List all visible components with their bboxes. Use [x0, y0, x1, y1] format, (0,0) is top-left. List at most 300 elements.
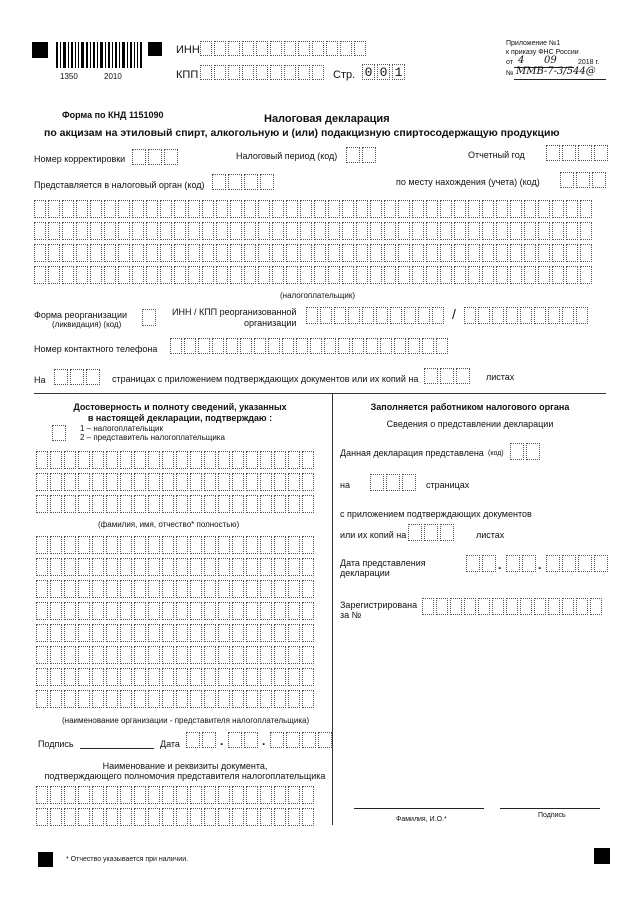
input-cell[interactable]: [190, 473, 202, 491]
taxpayer-name-row[interactable]: [34, 244, 594, 262]
input-cell[interactable]: [176, 602, 188, 620]
kpp-cells[interactable]: [200, 65, 326, 80]
input-cell[interactable]: [274, 473, 286, 491]
input-cell[interactable]: [260, 646, 272, 664]
input-cell[interactable]: [120, 558, 132, 576]
input-cell[interactable]: [160, 266, 172, 284]
input-cell[interactable]: [218, 668, 230, 686]
input-cell[interactable]: [134, 580, 146, 598]
input-cell[interactable]: [552, 244, 564, 262]
input-cell[interactable]: [524, 200, 536, 218]
input-cell[interactable]: [274, 646, 286, 664]
input-cell[interactable]: [510, 266, 522, 284]
input-cell[interactable]: [580, 200, 592, 218]
input-cell[interactable]: [134, 495, 146, 513]
input-cell[interactable]: [260, 602, 272, 620]
input-cell[interactable]: [120, 495, 132, 513]
input-cell[interactable]: [134, 690, 146, 708]
input-cell[interactable]: [218, 646, 230, 664]
input-cell[interactable]: [148, 602, 160, 620]
input-cell[interactable]: [78, 808, 90, 826]
input-cell[interactable]: [188, 222, 200, 240]
input-cell[interactable]: [288, 624, 300, 642]
signer-type-cell[interactable]: [52, 425, 68, 441]
input-cell[interactable]: [288, 558, 300, 576]
input-cell[interactable]: [132, 222, 144, 240]
input-cell[interactable]: [356, 222, 368, 240]
input-cell[interactable]: [176, 646, 188, 664]
org-row[interactable]: [36, 646, 316, 664]
input-cell[interactable]: [244, 244, 256, 262]
org-row[interactable]: [36, 668, 316, 686]
input-cell[interactable]: [90, 222, 102, 240]
input-cell[interactable]: [176, 690, 188, 708]
org-row[interactable]: [36, 536, 316, 554]
input-cell[interactable]: [232, 646, 244, 664]
input-cell[interactable]: [288, 451, 300, 469]
input-cell[interactable]: [190, 624, 202, 642]
input-cell[interactable]: [174, 266, 186, 284]
input-cell[interactable]: [384, 222, 396, 240]
input-cell[interactable]: [482, 244, 494, 262]
input-cell[interactable]: [92, 451, 104, 469]
input-cell[interactable]: [314, 222, 326, 240]
input-cell[interactable]: [162, 536, 174, 554]
input-cell[interactable]: [496, 266, 508, 284]
input-cell[interactable]: [218, 808, 230, 826]
input-cell[interactable]: [62, 200, 74, 218]
input-cell[interactable]: [302, 602, 314, 620]
input-cell[interactable]: [258, 244, 270, 262]
input-cell[interactable]: [216, 244, 228, 262]
input-cell[interactable]: [274, 602, 286, 620]
input-cell[interactable]: [106, 558, 118, 576]
fio-row[interactable]: [36, 451, 316, 469]
input-cell[interactable]: [134, 473, 146, 491]
input-cell[interactable]: [160, 222, 172, 240]
input-cell[interactable]: [412, 200, 424, 218]
input-cell[interactable]: [36, 536, 48, 554]
input-cell[interactable]: [106, 451, 118, 469]
input-cell[interactable]: [580, 266, 592, 284]
correction-number-cells[interactable]: [132, 149, 180, 165]
input-cell[interactable]: [302, 558, 314, 576]
input-cell[interactable]: [232, 473, 244, 491]
input-cell[interactable]: [118, 200, 130, 218]
input-cell[interactable]: [162, 808, 174, 826]
input-cell[interactable]: [204, 558, 216, 576]
input-cell[interactable]: [328, 200, 340, 218]
input-cell[interactable]: [246, 473, 258, 491]
input-cell[interactable]: [260, 473, 272, 491]
input-cell[interactable]: [50, 451, 62, 469]
input-cell[interactable]: [36, 624, 48, 642]
input-cell[interactable]: [132, 200, 144, 218]
input-cell[interactable]: [314, 266, 326, 284]
input-cell[interactable]: [48, 244, 60, 262]
input-cell[interactable]: [496, 200, 508, 218]
input-cell[interactable]: [36, 808, 48, 826]
input-cell[interactable]: [64, 690, 76, 708]
input-cell[interactable]: [76, 266, 88, 284]
input-cell[interactable]: [188, 200, 200, 218]
date-day-cells[interactable]: [186, 732, 218, 748]
input-cell[interactable]: [272, 266, 284, 284]
reorg-form-cells[interactable]: [142, 309, 158, 326]
input-cell[interactable]: [104, 266, 116, 284]
input-cell[interactable]: [342, 222, 354, 240]
input-cell[interactable]: [302, 536, 314, 554]
input-cell[interactable]: [162, 580, 174, 598]
input-cell[interactable]: [566, 266, 578, 284]
input-cell[interactable]: [106, 646, 118, 664]
submission-month-cells[interactable]: [506, 555, 538, 572]
input-cell[interactable]: [246, 536, 258, 554]
input-cell[interactable]: [342, 266, 354, 284]
date-year-cells[interactable]: [270, 732, 334, 748]
input-cell[interactable]: [314, 244, 326, 262]
input-cell[interactable]: [288, 602, 300, 620]
input-cell[interactable]: [384, 200, 396, 218]
input-cell[interactable]: [36, 646, 48, 664]
input-cell[interactable]: [162, 602, 174, 620]
input-cell[interactable]: [176, 473, 188, 491]
input-cell[interactable]: [232, 558, 244, 576]
input-cell[interactable]: [134, 451, 146, 469]
input-cell[interactable]: [300, 200, 312, 218]
input-cell[interactable]: [218, 624, 230, 642]
input-cell[interactable]: [162, 558, 174, 576]
input-cell[interactable]: [202, 266, 214, 284]
input-cell[interactable]: [328, 244, 340, 262]
input-cell[interactable]: [232, 668, 244, 686]
input-cell[interactable]: [244, 222, 256, 240]
input-cell[interactable]: [48, 222, 60, 240]
org-row[interactable]: [36, 624, 316, 642]
input-cell[interactable]: [36, 668, 48, 686]
input-cell[interactable]: [232, 786, 244, 804]
signature-line[interactable]: [80, 748, 154, 749]
input-cell[interactable]: [120, 808, 132, 826]
input-cell[interactable]: [204, 624, 216, 642]
input-cell[interactable]: [36, 451, 48, 469]
input-cell[interactable]: [468, 266, 480, 284]
taxpayer-name-row[interactable]: [34, 200, 594, 218]
input-cell[interactable]: [118, 222, 130, 240]
input-cell[interactable]: [64, 668, 76, 686]
input-cell[interactable]: [232, 602, 244, 620]
input-cell[interactable]: [288, 495, 300, 513]
input-cell[interactable]: [204, 786, 216, 804]
input-cell[interactable]: [246, 495, 258, 513]
input-cell[interactable]: [176, 786, 188, 804]
input-cell[interactable]: [176, 808, 188, 826]
input-cell[interactable]: [92, 786, 104, 804]
input-cell[interactable]: [342, 200, 354, 218]
input-cell[interactable]: [288, 786, 300, 804]
input-cell[interactable]: [106, 808, 118, 826]
input-cell[interactable]: [274, 558, 286, 576]
input-cell[interactable]: [218, 786, 230, 804]
input-cell[interactable]: [482, 222, 494, 240]
input-cell[interactable]: [34, 244, 46, 262]
reorg-inn-cells[interactable]: [306, 307, 446, 324]
org-row[interactable]: [36, 558, 316, 576]
officer-fio-line[interactable]: [354, 808, 484, 809]
input-cell[interactable]: [258, 222, 270, 240]
input-cell[interactable]: [120, 646, 132, 664]
input-cell[interactable]: [134, 624, 146, 642]
input-cell[interactable]: [302, 624, 314, 642]
input-cell[interactable]: [174, 200, 186, 218]
input-cell[interactable]: [328, 222, 340, 240]
input-cell[interactable]: [92, 536, 104, 554]
input-cell[interactable]: [92, 690, 104, 708]
input-cell[interactable]: [90, 200, 102, 218]
input-cell[interactable]: [246, 624, 258, 642]
date-month-cells[interactable]: [228, 732, 260, 748]
input-cell[interactable]: [246, 602, 258, 620]
input-cell[interactable]: [370, 266, 382, 284]
input-cell[interactable]: [162, 624, 174, 642]
input-cell[interactable]: [120, 536, 132, 554]
input-cell[interactable]: [162, 473, 174, 491]
input-cell[interactable]: [64, 536, 76, 554]
input-cell[interactable]: [260, 808, 272, 826]
input-cell[interactable]: [552, 222, 564, 240]
input-cell[interactable]: [260, 451, 272, 469]
input-cell[interactable]: [204, 451, 216, 469]
input-cell[interactable]: [50, 536, 62, 554]
input-cell[interactable]: [426, 244, 438, 262]
input-cell[interactable]: [104, 222, 116, 240]
input-cell[interactable]: [50, 558, 62, 576]
right-sheets-cells[interactable]: [408, 524, 456, 541]
location-cells[interactable]: [560, 172, 608, 188]
input-cell[interactable]: [92, 495, 104, 513]
input-cell[interactable]: [50, 495, 62, 513]
input-cell[interactable]: [274, 451, 286, 469]
input-cell[interactable]: [468, 244, 480, 262]
input-cell[interactable]: [190, 451, 202, 469]
input-cell[interactable]: [92, 808, 104, 826]
input-cell[interactable]: [302, 646, 314, 664]
input-cell[interactable]: [190, 646, 202, 664]
input-cell[interactable]: [134, 646, 146, 664]
input-cell[interactable]: [132, 244, 144, 262]
org-row[interactable]: [36, 580, 316, 598]
input-cell[interactable]: [274, 808, 286, 826]
input-cell[interactable]: [78, 495, 90, 513]
input-cell[interactable]: [50, 624, 62, 642]
input-cell[interactable]: [288, 646, 300, 664]
input-cell[interactable]: [106, 624, 118, 642]
input-cell[interactable]: [412, 244, 424, 262]
phone-cells[interactable]: [170, 338, 450, 354]
input-cell[interactable]: [92, 473, 104, 491]
input-cell[interactable]: [258, 266, 270, 284]
input-cell[interactable]: [300, 244, 312, 262]
input-cell[interactable]: [106, 786, 118, 804]
fio-row[interactable]: [36, 495, 316, 513]
reorg-kpp-cells[interactable]: [464, 307, 590, 324]
input-cell[interactable]: [36, 495, 48, 513]
input-cell[interactable]: [134, 558, 146, 576]
input-cell[interactable]: [174, 222, 186, 240]
input-cell[interactable]: [48, 266, 60, 284]
input-cell[interactable]: [232, 808, 244, 826]
input-cell[interactable]: [426, 200, 438, 218]
input-cell[interactable]: [176, 624, 188, 642]
input-cell[interactable]: [524, 244, 536, 262]
input-cell[interactable]: [524, 266, 536, 284]
input-cell[interactable]: [260, 690, 272, 708]
input-cell[interactable]: [190, 580, 202, 598]
input-cell[interactable]: [48, 200, 60, 218]
input-cell[interactable]: [120, 473, 132, 491]
input-cell[interactable]: [92, 602, 104, 620]
input-cell[interactable]: [120, 624, 132, 642]
input-cell[interactable]: [34, 222, 46, 240]
input-cell[interactable]: [36, 602, 48, 620]
input-cell[interactable]: [78, 624, 90, 642]
input-cell[interactable]: [274, 668, 286, 686]
input-cell[interactable]: [92, 558, 104, 576]
input-cell[interactable]: [286, 222, 298, 240]
input-cell[interactable]: [78, 786, 90, 804]
input-cell[interactable]: [106, 690, 118, 708]
input-cell[interactable]: [92, 668, 104, 686]
input-cell[interactable]: [146, 200, 158, 218]
input-cell[interactable]: [454, 266, 466, 284]
input-cell[interactable]: [370, 244, 382, 262]
input-cell[interactable]: [230, 266, 242, 284]
input-cell[interactable]: [218, 690, 230, 708]
input-cell[interactable]: [218, 495, 230, 513]
input-cell[interactable]: [302, 495, 314, 513]
input-cell[interactable]: [370, 222, 382, 240]
input-cell[interactable]: [274, 536, 286, 554]
input-cell[interactable]: [64, 646, 76, 664]
input-cell[interactable]: [218, 602, 230, 620]
input-cell[interactable]: [146, 244, 158, 262]
input-cell[interactable]: [218, 558, 230, 576]
input-cell[interactable]: [148, 668, 160, 686]
input-cell[interactable]: [218, 536, 230, 554]
input-cell[interactable]: [258, 200, 270, 218]
input-cell[interactable]: [524, 222, 536, 240]
input-cell[interactable]: [78, 473, 90, 491]
input-cell[interactable]: [288, 536, 300, 554]
input-cell[interactable]: [204, 602, 216, 620]
input-cell[interactable]: [148, 558, 160, 576]
input-cell[interactable]: [202, 200, 214, 218]
input-cell[interactable]: [190, 668, 202, 686]
input-cell[interactable]: [50, 808, 62, 826]
input-cell[interactable]: [148, 536, 160, 554]
input-cell[interactable]: [342, 244, 354, 262]
input-cell[interactable]: [78, 580, 90, 598]
input-cell[interactable]: [190, 558, 202, 576]
input-cell[interactable]: [412, 266, 424, 284]
input-cell[interactable]: [50, 646, 62, 664]
input-cell[interactable]: [64, 808, 76, 826]
input-cell[interactable]: [246, 558, 258, 576]
sheets-count-cells[interactable]: [424, 368, 472, 384]
input-cell[interactable]: [580, 222, 592, 240]
input-cell[interactable]: [36, 690, 48, 708]
tax-authority-cells[interactable]: [212, 174, 276, 190]
input-cell[interactable]: [78, 602, 90, 620]
input-cell[interactable]: [162, 690, 174, 708]
input-cell[interactable]: [36, 580, 48, 598]
input-cell[interactable]: [78, 690, 90, 708]
input-cell[interactable]: [92, 624, 104, 642]
input-cell[interactable]: [510, 222, 522, 240]
input-cell[interactable]: [190, 690, 202, 708]
input-cell[interactable]: [120, 786, 132, 804]
input-cell[interactable]: [204, 808, 216, 826]
input-cell[interactable]: [92, 580, 104, 598]
input-cell[interactable]: [302, 690, 314, 708]
input-cell[interactable]: [120, 668, 132, 686]
input-cell[interactable]: [34, 266, 46, 284]
input-cell[interactable]: [174, 244, 186, 262]
input-cell[interactable]: [162, 786, 174, 804]
input-cell[interactable]: [538, 266, 550, 284]
input-cell[interactable]: [190, 808, 202, 826]
input-cell[interactable]: [176, 668, 188, 686]
input-cell[interactable]: [104, 200, 116, 218]
input-cell[interactable]: [162, 646, 174, 664]
input-cell[interactable]: [90, 244, 102, 262]
input-cell[interactable]: [216, 222, 228, 240]
input-cell[interactable]: [580, 244, 592, 262]
input-cell[interactable]: [274, 786, 286, 804]
input-cell[interactable]: [260, 668, 272, 686]
input-cell[interactable]: [230, 200, 242, 218]
fio-row[interactable]: [36, 473, 316, 491]
input-cell[interactable]: [204, 668, 216, 686]
input-cell[interactable]: [302, 451, 314, 469]
input-cell[interactable]: [104, 244, 116, 262]
input-cell[interactable]: [440, 244, 452, 262]
input-cell[interactable]: [64, 495, 76, 513]
input-cell[interactable]: [510, 200, 522, 218]
input-cell[interactable]: [146, 266, 158, 284]
input-cell[interactable]: [216, 266, 228, 284]
input-cell[interactable]: [328, 266, 340, 284]
input-cell[interactable]: [50, 690, 62, 708]
input-cell[interactable]: [148, 646, 160, 664]
input-cell[interactable]: [50, 473, 62, 491]
input-cell[interactable]: [176, 451, 188, 469]
input-cell[interactable]: [148, 624, 160, 642]
input-cell[interactable]: [302, 473, 314, 491]
input-cell[interactable]: [64, 786, 76, 804]
input-cell[interactable]: [566, 244, 578, 262]
input-cell[interactable]: [232, 536, 244, 554]
input-cell[interactable]: [246, 808, 258, 826]
taxpayer-name-row[interactable]: [34, 266, 594, 284]
input-cell[interactable]: [64, 451, 76, 469]
input-cell[interactable]: [34, 200, 46, 218]
officer-signature-line[interactable]: [500, 808, 600, 809]
input-cell[interactable]: [76, 200, 88, 218]
input-cell[interactable]: [162, 668, 174, 686]
submitted-code-cells[interactable]: [510, 443, 542, 460]
input-cell[interactable]: [132, 266, 144, 284]
